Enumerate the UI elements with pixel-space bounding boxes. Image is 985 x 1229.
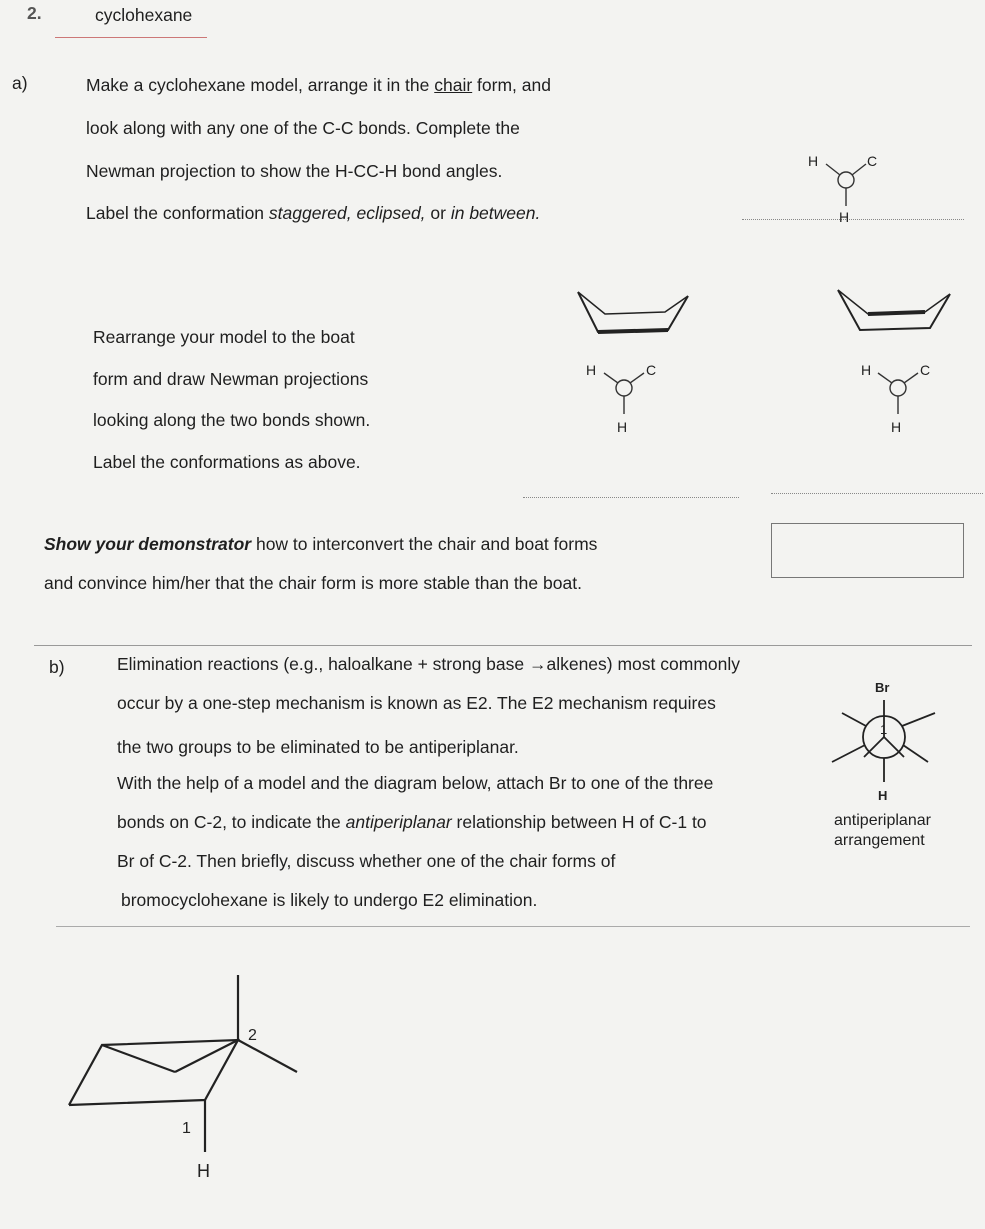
part-b-line7: bromocyclohexane is likely to undergo E2 elimination. <box>121 890 538 910</box>
part-a-line4: Label the conformation staggered, eclipsed, or in between. <box>86 203 541 223</box>
anti-caption-2: arrangement <box>834 832 925 849</box>
question-title: cyclohexane <box>95 5 193 25</box>
anti-center-label: 1 <box>880 722 888 737</box>
chair-h-label: H <box>197 1161 210 1181</box>
newman-chair <box>826 164 866 206</box>
question-number: 2. <box>27 3 42 23</box>
newman-boat2 <box>878 373 918 414</box>
part-a-line2: look along with any one of the C-C bonds. Complete the <box>86 118 520 138</box>
part-a-label: a) <box>12 73 28 93</box>
anti-h-label: H <box>878 788 888 803</box>
newman-chair-h-bottom: H <box>839 209 850 225</box>
part-a-line3: Newman projection to show the H-CC-H bond angles. <box>86 161 503 181</box>
part-b-line6: Br of C-2. Then briefly, discuss whether one of the chair forms of <box>117 851 616 871</box>
chair-c2-label: 2 <box>248 1027 257 1044</box>
newman-chair-h-left: H <box>808 153 819 169</box>
boat-line4: Label the conformations as above. <box>93 452 361 472</box>
part-b-line5: bonds on C-2, to indicate the antiperiplanar relationship between H of C-1 to <box>117 812 707 832</box>
newman-boat1-c: C <box>646 362 657 378</box>
anti-caption-1: antiperiplanar <box>834 812 931 829</box>
newman-boat1 <box>604 373 644 414</box>
part-b-line4: With the help of a model and the diagram below, attach Br to one of the three <box>117 773 714 793</box>
antiperiplanar-newman <box>832 700 935 782</box>
newman-boat1-h-left: H <box>586 362 597 378</box>
anti-br-label: Br <box>875 680 890 695</box>
part-b-line2: occur by a one-step mechanism is known as E2. The E2 mechanism requires <box>117 693 716 713</box>
newman-boat2-h-left: H <box>861 362 872 378</box>
chair-c1-label: 1 <box>182 1120 191 1137</box>
boat-line2: form and draw Newman projections <box>93 369 369 389</box>
newman-chair-c: C <box>867 153 878 169</box>
boat-shape-1 <box>578 292 688 332</box>
boat-line1: Rearrange your model to the boat <box>93 327 355 347</box>
part-b-line3: the two groups to be eliminated to be antiperiplanar. <box>117 737 519 757</box>
part-b-line1: Elimination reactions (e.g., haloalkane + strong base →alkenes) most commonly <box>117 654 741 674</box>
demo-line1: Show your demonstrator how to interconvert the chair and boat forms <box>44 534 598 554</box>
boat-line3: looking along the two bonds shown. <box>93 410 371 430</box>
boat-shape-2 <box>838 290 950 330</box>
part-b-label: b) <box>49 657 65 677</box>
newman-boat2-h-bottom: H <box>891 419 902 435</box>
part-a-line1: Make a cyclohexane model, arrange it in the chair form, and <box>86 75 551 95</box>
demo-line2: and convince him/her that the chair form is more stable than the boat. <box>44 573 582 593</box>
newman-boat2-c: C <box>920 362 931 378</box>
newman-boat1-h-bottom: H <box>617 419 628 435</box>
